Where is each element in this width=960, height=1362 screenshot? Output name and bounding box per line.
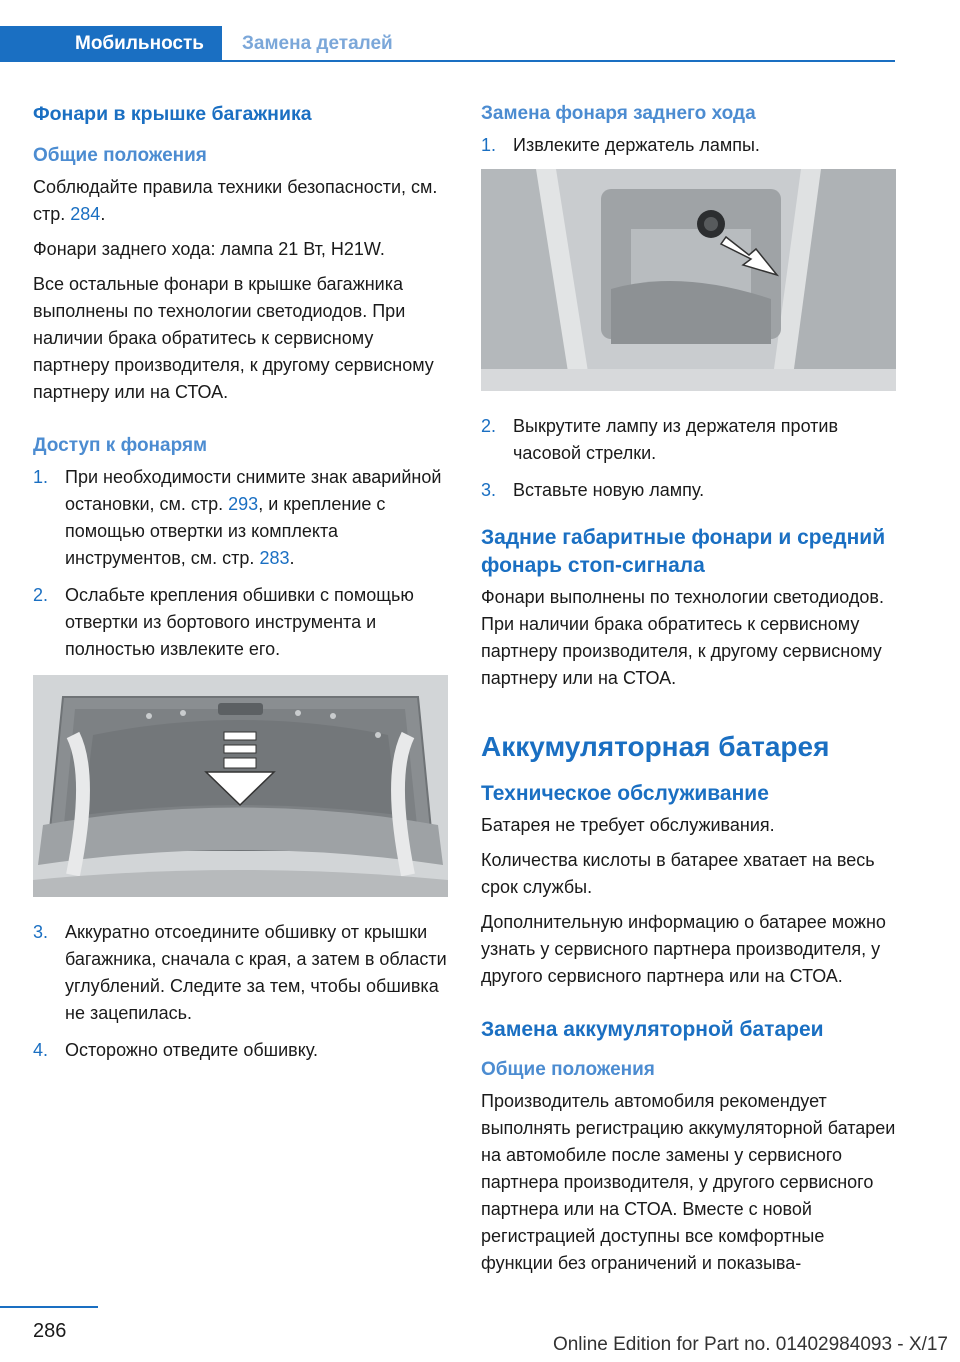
- step-number: 3.: [481, 480, 497, 500]
- tab-parts-replacement[interactable]: Замена деталей: [242, 33, 393, 54]
- list-item: 1. При необходимости снимите знак аварийной остановки, см. стр. 293, и крепление с помощью отвертки из комплекта инструментов, см. стр. 283.: [33, 464, 448, 572]
- led-paragraph: Все остальные фонари в крышке багажника выполнены по технологии светодиодов. При наличии брака обратитесь к сервисному партнеру производителя, к другому сервисному партнеру или на СТОА.: [33, 274, 434, 402]
- chapter-header: [0, 26, 895, 62]
- list-item: 2. Выкрутите лампу из держателя против часовой стрелки.: [481, 413, 896, 467]
- step-number: 1.: [481, 135, 497, 155]
- reverse-lamp-title: Замена фонаря заднего хода: [481, 103, 756, 124]
- access-title: Доступ к фонарям: [33, 435, 208, 456]
- list-item: 3. Аккуратно отсоедините обшивку от крышки багажника, сначала с края, а затем в области углублений. Следите за тем, чтобы обшивка не зацепилась.: [33, 919, 448, 1027]
- maintenance-p2: Количества кислоты в батарее хватает на весь срок службы.: [481, 850, 875, 897]
- step-number: 2.: [481, 416, 497, 436]
- safety-paragraph: Соблюдайте правила техники безопасности, см. стр. 284.: [33, 177, 438, 224]
- tab-mobility[interactable]: Мобильность: [0, 26, 222, 62]
- tail-lights-paragraph: Фонари выполнены по технологии светодиодов. При наличии брака обратитесь к сервисному партнеру производителя, к другому сервисному партнеру или на СТОА.: [481, 587, 884, 688]
- trunk-lid-drawing: [33, 675, 448, 897]
- tail-lights-title: Задние габаритные фонари и средний фонарь стоп-сигнала: [481, 526, 886, 577]
- page-link-293[interactable]: 293: [228, 494, 259, 514]
- page-link-284[interactable]: 284: [70, 204, 101, 224]
- battery-title: Аккумуляторная батарея: [481, 731, 830, 762]
- replacement-general-title: Общие положения: [481, 1059, 655, 1080]
- step-number: 2.: [33, 585, 49, 605]
- maintenance-p3: Дополнительную информацию о батарее можно узнать у сервисного партнера производителя, у другого сервисного партнера или на СТОА.: [481, 912, 886, 986]
- list-item: 4. Осторожно отведите обшивку.: [33, 1037, 448, 1064]
- lamp-holder-illustration: [481, 169, 896, 391]
- replacement-paragraph: Производитель автомобиля рекомендует выполнять регистрацию аккумуляторной батареи на автомобиле после замены у сервисного партнера производителя, у другого сервисного партнера или на СТОА. Вместе с новой регистрацией доступны все комфортные функции без ограничений и показыва-: [481, 1091, 896, 1273]
- list-item: 1. Извлеките держатель лампы.: [481, 132, 896, 159]
- battery-replacement-title: Замена аккумуляторной батареи: [481, 1018, 824, 1041]
- list-item: 2. Ослабьте крепления обшивки с помощью отвертки из бортового инструмента и полностью извлеките его.: [33, 582, 448, 663]
- left-column: [33, 100, 448, 1074]
- footer-rule: [0, 1306, 98, 1308]
- lamp-holder-drawing: [481, 169, 896, 391]
- edition-note: Online Edition for Part no. 01402984093 - X/17: [552, 1334, 948, 1355]
- header-rule: [222, 60, 895, 62]
- maintenance-title: Техническое обслуживание: [481, 782, 769, 805]
- step-number: 3.: [33, 922, 49, 942]
- step-number: 1.: [33, 467, 49, 487]
- list-item: 3. Вставьте новую лампу.: [481, 477, 896, 504]
- page-number: 286: [33, 1320, 67, 1342]
- right-column: [481, 100, 896, 1285]
- page-link-283[interactable]: 283: [259, 548, 290, 568]
- general-title: Общие положения: [33, 145, 207, 166]
- maintenance-p1: Батарея не требует обслуживания.: [481, 815, 775, 835]
- trunk-lid-illustration: [33, 675, 448, 897]
- reverse-lamp-spec: Фонари заднего хода: лампа 21 Вт, H21W.: [33, 239, 385, 259]
- section-title-trunk-lights: Фонари в крышке багажника: [33, 103, 312, 125]
- step-number: 4.: [33, 1040, 49, 1060]
